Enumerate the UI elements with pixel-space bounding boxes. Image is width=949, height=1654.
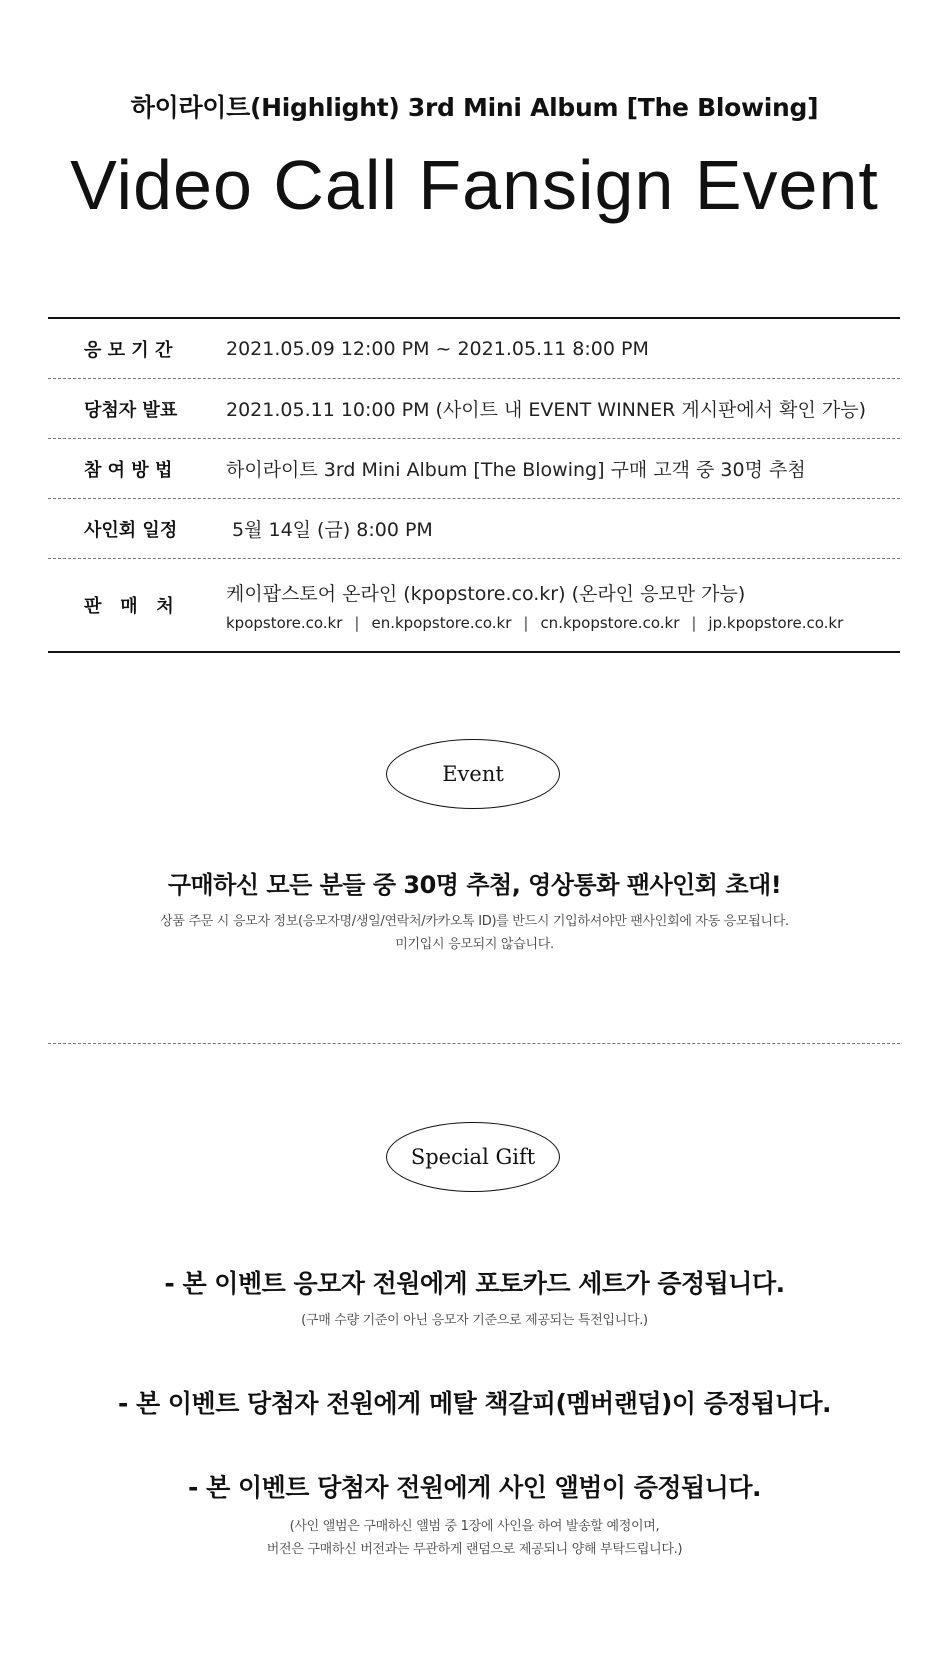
gift-item-signed-album: - 본 이벤트 당첨자 전원에게 사인 앨범이 증정됩니다. <box>188 1473 761 1502</box>
info-row-how-to-participate <box>48 439 900 499</box>
event-note <box>0 910 949 956</box>
section-divider <box>48 1043 900 1044</box>
event-note-line: 상품 주문 시 응모자 정보(응모자명/생일/연락처/카카오톡 ID)를 반드시 기입하셔야만 팬사인회에 자동 응모됩니다. <box>160 914 789 929</box>
info-label: 판 매 처 <box>84 596 174 617</box>
store-info <box>226 579 843 632</box>
event-headline: 구매하신 모든 분들 중 30명 추첨, 영상통화 팬사인회 초대! <box>167 871 782 899</box>
special-gift-badge: Special Gift <box>386 1122 560 1192</box>
info-label: 당첨자 발표 <box>84 399 178 421</box>
info-label: 사인회 일정 <box>84 519 178 541</box>
page-title: Video Call Fansign Event <box>70 146 879 224</box>
store-main-text: 케이팝스토어 온라인 (kpopstore.co.kr) (온라인 응모만 가능) <box>226 582 746 605</box>
album-subtitle: 하이라이트(Highlight) 3rd Mini Album [The Blowing] <box>130 93 819 122</box>
info-value: 5월 14일 (금) 8:00 PM <box>232 519 433 541</box>
info-row-winner-announcement <box>48 379 900 439</box>
info-value: 하이라이트 3rd Mini Album [The Blowing] 구매 고객 중 30명 추첨 <box>226 459 806 481</box>
gift-item-signed-album-note <box>0 1515 949 1561</box>
link-separator: | <box>523 613 529 632</box>
info-value: 2021.05.11 10:00 PM (사이트 내 EVENT WINNER 게시판에서 확인 가능) <box>226 399 867 421</box>
store-link-kr[interactable]: kpopstore.co.kr <box>226 613 343 632</box>
info-label: 참 여 방 법 <box>84 459 173 481</box>
store-link-jp[interactable]: jp.kpopstore.co.kr <box>708 613 844 632</box>
store-link-en[interactable]: en.kpopstore.co.kr <box>371 613 512 632</box>
link-separator: | <box>691 613 697 632</box>
gift-item-photocard: - 본 이벤트 응모자 전원에게 포토카드 세트가 증정됩니다. <box>164 1269 785 1298</box>
info-label: 응 모 기 간 <box>84 339 173 361</box>
event-note-line: 미기입시 응모되지 않습니다. <box>395 937 554 952</box>
event-info-table <box>48 317 900 653</box>
gift-note-line: 버전은 구매하신 버전과는 무관하게 랜덤으로 제공되니 양해 부탁드립니다.) <box>266 1542 683 1557</box>
gift-note-line: (사인 앨범은 구매하신 앨범 중 1장에 사인을 하여 발송할 예정이며, <box>289 1519 660 1534</box>
info-row-fansign-schedule <box>48 499 900 559</box>
info-row-store <box>48 559 900 651</box>
info-row-entry-period <box>48 319 900 379</box>
event-badge: Event <box>386 739 560 809</box>
link-separator: | <box>354 613 360 632</box>
store-link-cn[interactable]: cn.kpopstore.co.kr <box>540 613 680 632</box>
info-value: 2021.05.09 12:00 PM ~ 2021.05.11 8:00 PM <box>226 337 649 360</box>
gift-item-bookmark: - 본 이벤트 당첨자 전원에게 메탈 책갈피(멤버랜덤)이 증정됩니다. <box>117 1389 832 1418</box>
gift-item-photocard-note: (구매 수량 기준이 아닌 응모자 기준으로 제공되는 특전입니다.) <box>301 1313 648 1328</box>
store-links <box>226 614 843 632</box>
